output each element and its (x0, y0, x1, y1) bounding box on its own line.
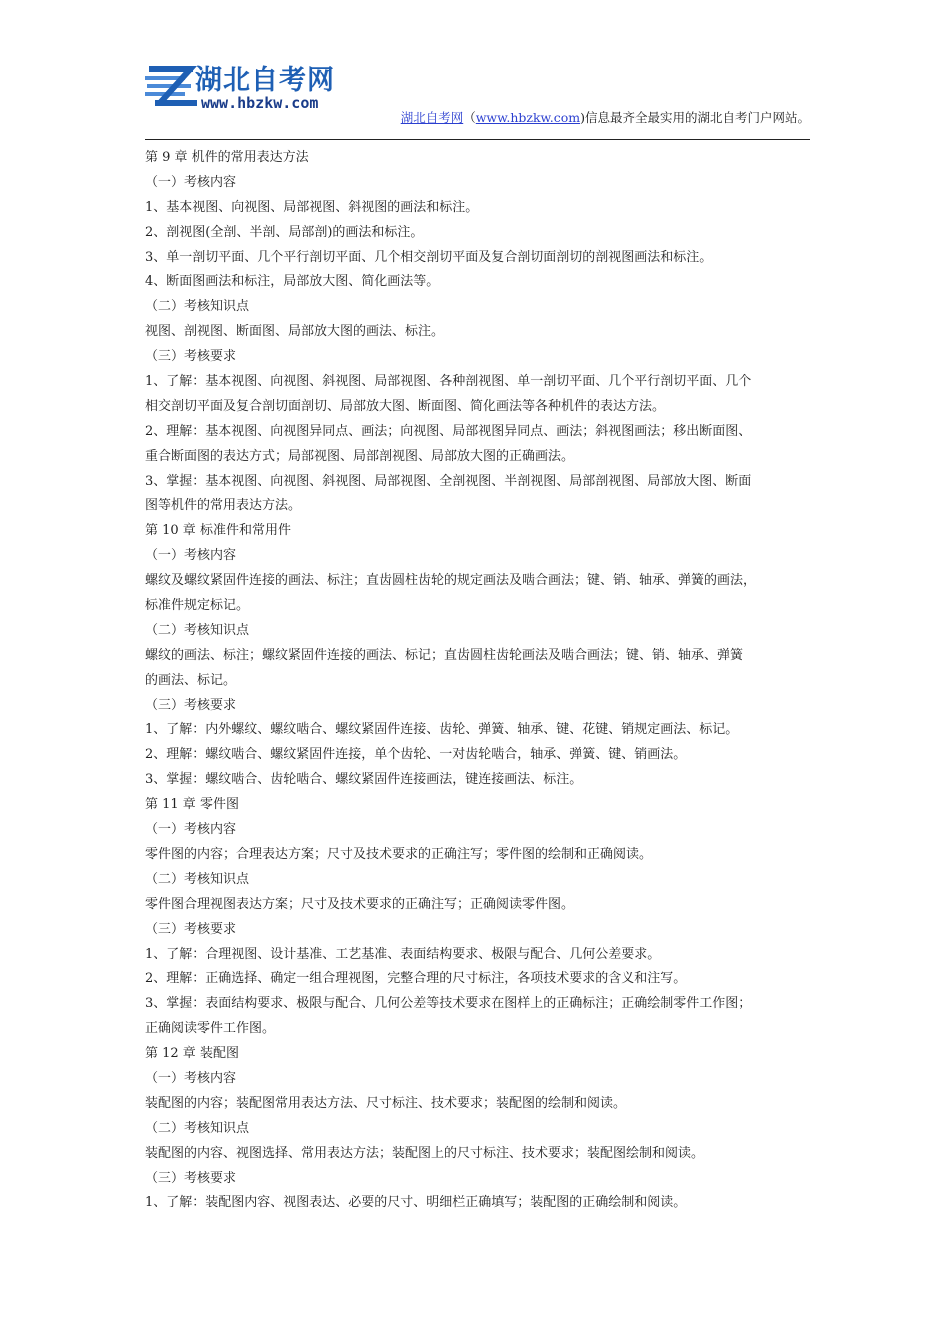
text-line: （三）考核要求 (145, 697, 237, 713)
tagline-paren: （ (463, 110, 476, 125)
text-line: 2、理解：基本视图、向视图异同点、画法；向视图、局部视图异同点、画法；斜视图画法；移出断面图、 (145, 423, 752, 439)
site-name-link[interactable]: 湖北自考网 (400, 110, 464, 125)
text-line: 第 12 章 装配图 (145, 1046, 239, 1062)
header-divider (145, 139, 810, 140)
text-line: 零件图的内容；合理表达方案；尺寸及技术要求的正确注写；零件图的绘制和正确阅读。 (145, 846, 653, 862)
text-line: 图等机件的常用表达方法。 (145, 498, 302, 514)
text-line: 2、理解：螺纹啮合、螺纹紧固件连接，单个齿轮、一对齿轮啮合，轴承、弹簧、键、销画法。 (145, 747, 687, 763)
header-tagline (401, 108, 810, 126)
text-line: 1、了解：合理视图、设计基准、工艺基准、表面结构要求、极限与配合、几何公差要求。 (145, 946, 661, 962)
text-line: （一）考核内容 (145, 822, 237, 838)
document-body (145, 146, 815, 1216)
text-line: 1、了解：基本视图、向视图、斜视图、局部视图、各种剖视图、单一剖切平面、几个平行剖切平面、几个 (145, 374, 752, 390)
text-line: 相交剖切平面及复合剖切面剖切、局部放大图、断面图、简化画法等各种机件的表达方法。 (145, 398, 666, 414)
text-line: 视图、剖视图、断面图、局部放大图的画法、标注。 (145, 324, 445, 340)
text-line: 标准件规定标记。 (145, 598, 250, 614)
site-url-link[interactable]: www.hbzkw.com (475, 110, 581, 125)
logo-url: www.hbzkw.com (201, 94, 319, 112)
text-line: （一）考核内容 (145, 548, 237, 564)
text-line: 螺纹的画法、标注；螺纹紧固件连接的画法、标记；直齿圆柱齿轮画法及啮合画法；键、销、轴承、弹簧 (145, 647, 744, 663)
text-line: 螺纹及螺纹紧固件连接的画法、标注；直齿圆柱齿轮的规定画法及啮合画法；键、销、轴承、弹簧的画法， (145, 573, 757, 589)
text-line: 的画法、标记。 (145, 672, 237, 688)
text-line: 第 10 章 标准件和常用件 (145, 523, 291, 539)
text-line: （二）考核知识点 (145, 622, 250, 638)
text-line: （一）考核内容 (145, 1070, 237, 1086)
text-line: （三）考核要求 (145, 1170, 237, 1186)
text-line: （三）考核要求 (145, 921, 237, 937)
text-line: 3、掌握：螺纹啮合、齿轮啮合、螺纹紧固件连接画法，键连接画法、标注。 (145, 772, 583, 788)
text-line: 零件图合理视图表达方案；尺寸及技术要求的正确注写；正确阅读零件图。 (145, 896, 575, 912)
text-line: 正确阅读零件工作图。 (145, 1021, 276, 1037)
text-line: 装配图的内容、视图选择、常用表达方法；装配图上的尺寸标注、技术要求；装配图绘制和阅读。 (145, 1145, 705, 1161)
text-line: （二）考核知识点 (145, 299, 250, 315)
text-line: 1、了解：内外螺纹、螺纹啮合、螺纹紧固件连接、齿轮、弹簧、轴承、键、花键、销规定画法、标记。 (145, 722, 739, 738)
text-line: 2、理解：正确选择、确定一组合理视图，完整合理的尺寸标注，各项技术要求的含义和注写。 (145, 971, 687, 987)
text-line: 4、断面图画法和标注，局部放大图、简化画法等。 (145, 274, 440, 290)
text-line: 2、剖视图(全剖、半剖、局部剖)的画法和标注。 (145, 224, 424, 240)
text-line: （二）考核知识点 (145, 871, 250, 887)
text-line: 3、掌握：基本视图、向视图、斜视图、局部视图、全剖视图、半剖视图、局部剖视图、局部放大图、断面 (145, 473, 752, 489)
text-line: 1、了解：装配图内容、视图表达、必要的尺寸、明细栏正确填写；装配图的正确绘制和阅读。 (145, 1195, 687, 1211)
tagline-text: )信息最齐全最实用的湖北自考门户网站。 (580, 110, 810, 125)
text-line: 3、掌握：表面结构要求、极限与配合、几何公差等技术要求在图样上的正确标注；正确绘制零件工作图； (145, 996, 752, 1012)
text-line: （二）考核知识点 (145, 1120, 250, 1136)
text-line: 第 11 章 零件图 (145, 797, 239, 813)
text-line: 1、基本视图、向视图、局部视图、斜视图的画法和标注。 (145, 199, 479, 215)
logo-title: 湖北自考网 (195, 65, 335, 96)
logo-z-icon (145, 64, 199, 108)
page-header (145, 52, 810, 140)
text-line: 装配图的内容；装配图常用表达方法、尺寸标注、技术要求；装配图的绘制和阅读。 (145, 1095, 627, 1111)
text-line: （一）考核内容 (145, 174, 237, 190)
text-line: 重合断面图的表达方式；局部视图、局部剖视图、局部放大图的正确画法。 (145, 448, 575, 464)
text-line: （三）考核要求 (145, 349, 237, 365)
site-logo[interactable] (145, 56, 355, 118)
text-line: 3、单一剖切平面、几个平行剖切平面、几个相交剖切平面及复合剖切面剖切的剖视图画法和标注。 (145, 249, 713, 265)
text-line: 第 9 章 机件的常用表达方法 (145, 150, 309, 165)
